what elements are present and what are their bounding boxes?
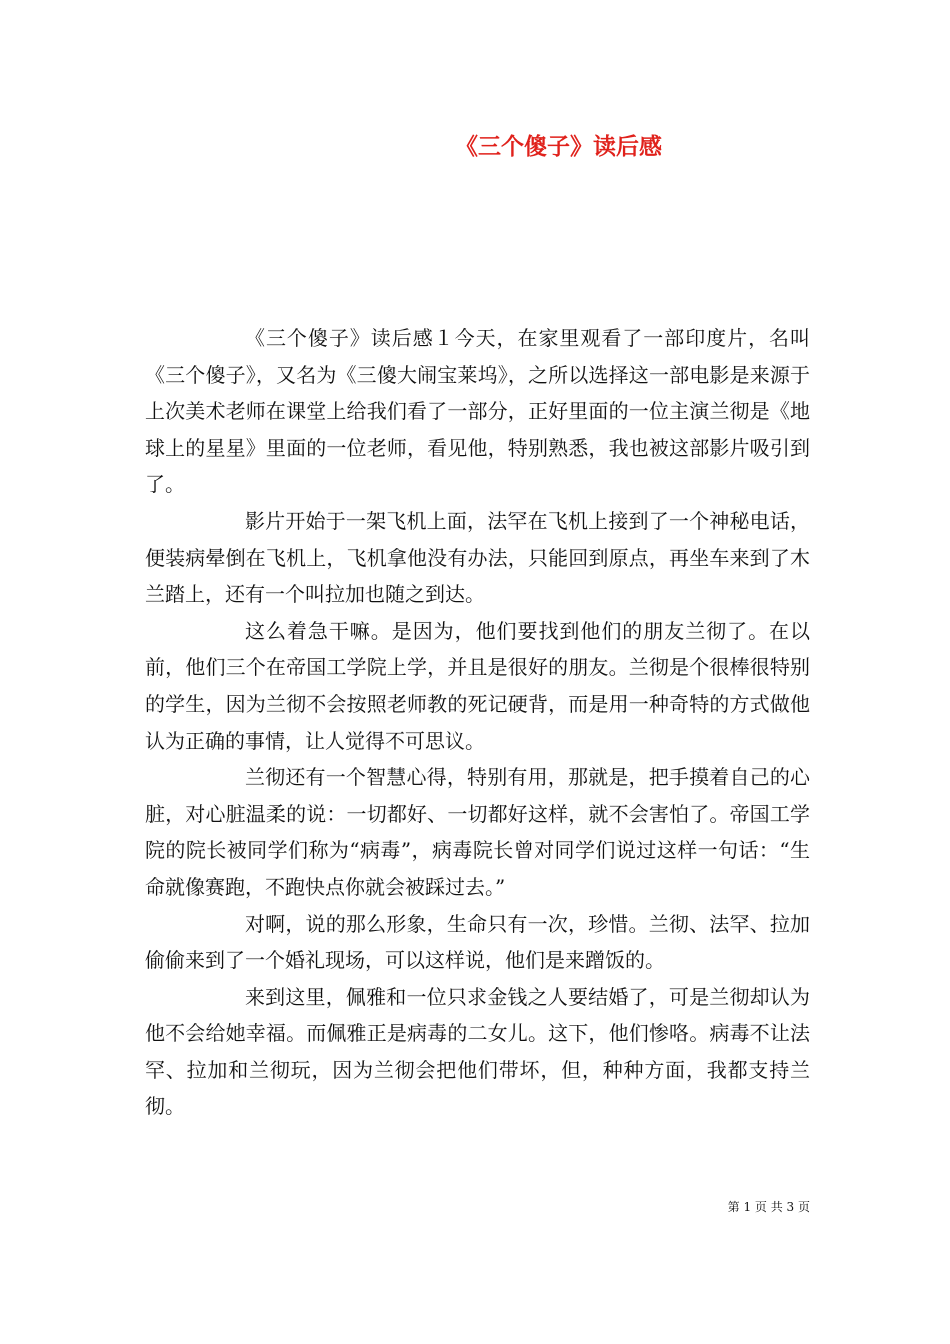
document-title: 《三个傻子》读后感 (455, 133, 662, 160)
paragraph-5: 对啊，说的那么形象，生命只有一次，珍惜。兰彻、法罕、拉加偷偷来到了一个婚礼现场，可以这样说，他们是来蹭饭的。 (145, 911, 810, 973)
paragraph-2: 影片开始于一架飞机上面，法罕在飞机上接到了一个神秘电话，便装病晕倒在飞机上，飞机拿他没有办法，只能回到原点，再坐车来到了木兰踏上，还有一个叫拉加也随之到达。 (145, 508, 810, 607)
page-number-footer: 第 1 页 共 3 页 (727, 1200, 810, 1214)
paragraph-4: 兰彻还有一个智慧心得，特别有用，那就是，把手摸着自己的心脏，对心脏温柔的说：一切都好、一切都好这样，就不会害怕了。帝国工学院的院长被同学们称为“病毒”，病毒院长曾对同学们说过这样一句话：“生命就像赛跑，不跑快点你就会被踩过去。” (145, 765, 810, 899)
paragraph-1: 《三个傻子》读后感１今天，在家里观看了一部印度片，名叫《三个傻子》，又名为《三傻大闹宝莱坞》，之所以选择这一部电影是来源于上次美术老师在课堂上给我们看了一部分，正好里面的一位主演兰彻是《地球上的星星》里面的一位老师，看见他，特别熟悉，我也被这部影片吸引到了。 (145, 326, 810, 497)
paragraph-6: 来到这里，佩雅和一位只求金钱之人要结婚了，可是兰彻却认为他不会给她幸福。而佩雅正是病毒的二女儿。这下，他们惨咯。病毒不让法罕、拉加和兰彻玩，因为兰彻会把他们带坏，但，种种方面，我都支持兰彻。 (145, 984, 810, 1119)
paragraph-3: 这么着急干嘛。是因为，他们要找到他们的朋友兰彻了。在以前，他们三个在帝国工学院上学，并且是很好的朋友。兰彻是个很棒很特别的学生，因为兰彻不会按照老师教的死记硬背，而是用一种奇特的方式做他认为正确的事情，让人觉得不可思议。 (145, 618, 810, 753)
document-body (145, 320, 810, 1125)
